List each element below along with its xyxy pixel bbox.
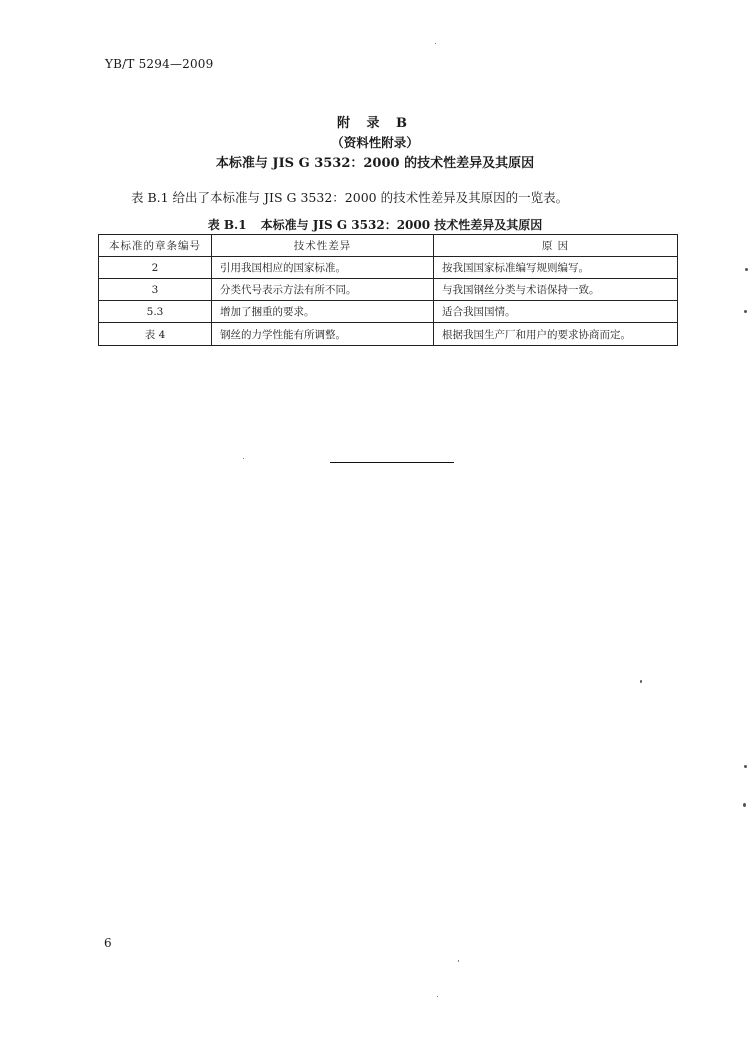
appendix-type: （资料性附录） bbox=[331, 135, 419, 150]
scan-speck bbox=[437, 996, 438, 997]
clause-cell: 3 bbox=[99, 279, 212, 301]
table-row bbox=[99, 257, 678, 279]
appendix-title: 附 录 B bbox=[336, 116, 414, 131]
clause-cell: 5.3 bbox=[99, 301, 212, 323]
scan-speck bbox=[458, 960, 459, 962]
page-number: 6 bbox=[104, 936, 112, 950]
difference-cell: 增加了捆重的要求。 bbox=[212, 301, 434, 323]
table-caption-number: 表 B.1 bbox=[207, 218, 247, 232]
intro-paragraph: 表 B.1 给出了本标准与 JIS G 3532：2000 的技术性差异及其原因的一览表。 bbox=[131, 190, 569, 205]
clause-cell: 2 bbox=[99, 257, 212, 279]
scan-speck bbox=[745, 268, 748, 271]
reason-cell: 与我国钢丝分类与术语保持一致。 bbox=[434, 279, 678, 301]
reason-cell: 按我国国家标准编写规则编写。 bbox=[434, 257, 678, 279]
reason-cell: 适合我国国情。 bbox=[434, 301, 678, 323]
table-row bbox=[99, 323, 678, 346]
difference-cell: 引用我国相应的国家标准。 bbox=[212, 257, 434, 279]
end-of-document-rule bbox=[330, 462, 454, 463]
table-header-row bbox=[99, 235, 678, 257]
table-row bbox=[99, 279, 678, 301]
appendix-heading: 本标准与 JIS G 3532：2000 的技术性差异及其原因 bbox=[215, 156, 535, 171]
table-caption-title: 本标准与 JIS G 3532：2000 技术性差异及其原因 bbox=[260, 218, 543, 232]
scan-speck bbox=[743, 803, 746, 807]
clause-cell: 表 4 bbox=[99, 323, 212, 346]
table-caption bbox=[0, 216, 750, 233]
scan-speck bbox=[744, 310, 747, 313]
standard-number: YB/T 5294—2009 bbox=[105, 57, 214, 71]
scan-speck bbox=[640, 680, 642, 683]
column-header-clause: 本标准的章条编号 bbox=[99, 235, 212, 257]
scan-speck bbox=[243, 458, 244, 459]
difference-cell: 钢丝的力学性能有所调整。 bbox=[212, 323, 434, 346]
scan-speck bbox=[744, 765, 747, 768]
differences-table bbox=[98, 234, 678, 346]
column-header-difference: 技术性差异 bbox=[212, 235, 434, 257]
difference-cell: 分类代号表示方法有所不同。 bbox=[212, 279, 434, 301]
column-header-reason: 原 因 bbox=[434, 235, 678, 257]
reason-cell: 根据我国生产厂和用户的要求协商而定。 bbox=[434, 323, 678, 346]
scan-speck bbox=[435, 43, 436, 44]
table-row bbox=[99, 301, 678, 323]
